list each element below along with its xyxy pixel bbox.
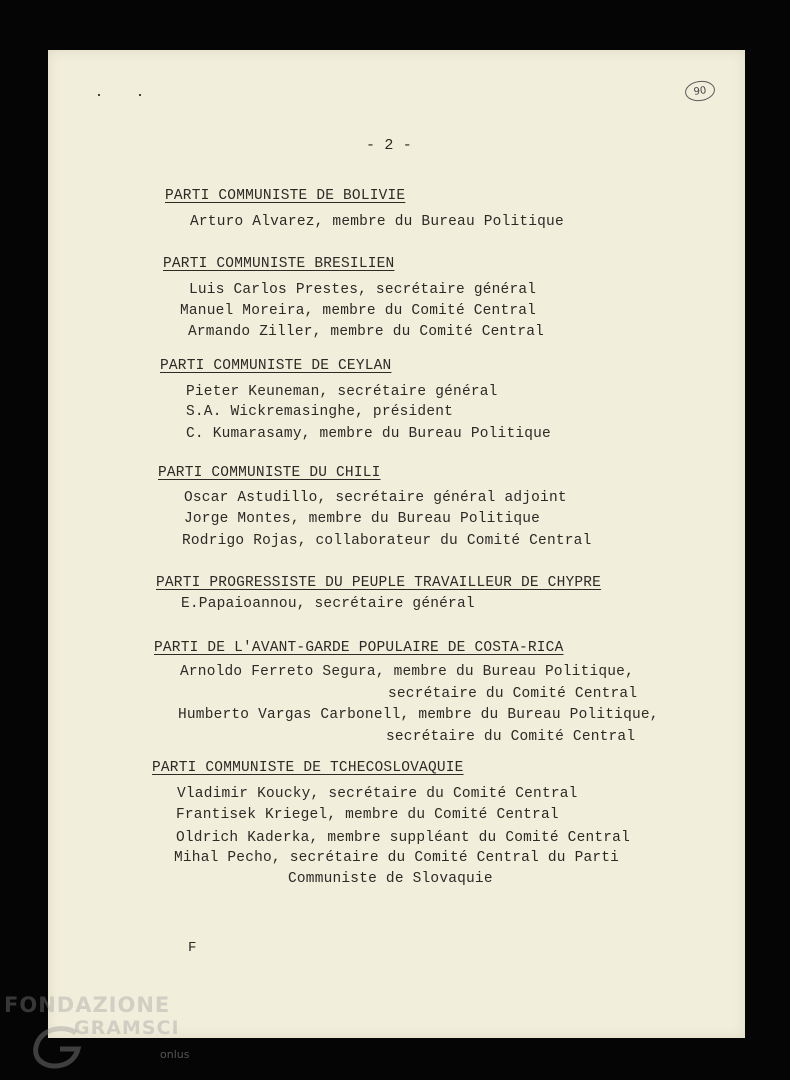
delegate-line: Communiste de Slovaquie	[288, 871, 493, 887]
section-heading: PARTI COMMUNISTE DE TCHECOSLOVAQUIE	[152, 760, 464, 776]
delegate-line: Rodrigo Rojas, collaborateur du Comité Central	[182, 533, 592, 549]
delegate-line: Arnoldo Ferreto Segura, membre du Bureau Politique,	[180, 664, 634, 680]
delegate-line: Oldrich Kaderka, membre suppléant du Comité Central	[176, 830, 630, 846]
delegate-line: Humberto Vargas Carbonell, membre du Bureau Politique,	[178, 707, 659, 723]
document-page	[48, 50, 745, 1038]
delegate-line: Manuel Moreira, membre du Comité Central	[180, 303, 537, 319]
paper-mark	[98, 94, 100, 96]
delegate-line: Jorge Montes, membre du Bureau Politique	[184, 511, 541, 527]
section-heading: PARTI COMMUNISTE BRESILIEN	[163, 256, 395, 272]
paper-mark	[139, 94, 141, 96]
watermark-line1: FONDAZIONE	[4, 993, 171, 1017]
delegate-line: E.Papaioannou, secrétaire général	[181, 596, 475, 612]
section-heading: PARTI PROGRESSISTE DU PEUPLE TRAVAILLEUR DE CHYPRE	[156, 575, 602, 591]
delegate-line: Mihal Pecho, secrétaire du Comité Central du Parti	[174, 850, 620, 866]
section-heading: PARTI DE L'AVANT-GARDE POPULAIRE DE COSTA-RICA	[154, 640, 564, 656]
delegate-line: Oscar Astudillo, secrétaire général adjoint	[184, 490, 567, 506]
delegate-line: Luis Carlos Prestes, secrétaire général	[189, 282, 537, 298]
footer-initial: F	[188, 940, 197, 956]
delegate-line: Vladimir Koucky, secrétaire du Comité Central	[177, 786, 578, 802]
page-number: - 2 -	[366, 137, 413, 154]
section-heading: PARTI COMMUNISTE DE CEYLAN	[160, 358, 392, 374]
delegate-line: Frantisek Kriegel, membre du Comité Central	[176, 807, 559, 823]
section-heading: PARTI COMMUNISTE DU CHILI	[158, 465, 381, 481]
delegate-line: secrétaire du Comité Central	[388, 686, 638, 702]
section-heading: PARTI COMMUNISTE DE BOLIVIE	[165, 188, 406, 204]
watermark-line2: GRAMSCI	[74, 1017, 180, 1039]
delegate-line: Arturo Alvarez, membre du Bureau Politique	[190, 214, 564, 230]
delegate-line: Armando Ziller, membre du Comité Central	[188, 324, 545, 340]
delegate-line: C. Kumarasamy, membre du Bureau Politique	[186, 426, 551, 442]
delegate-line: S.A. Wickremasinghe, président	[186, 404, 454, 420]
delegate-line: Pieter Keuneman, secrétaire général	[186, 384, 498, 400]
archive-watermark	[0, 993, 200, 1073]
delegate-line: secrétaire du Comité Central	[386, 729, 636, 745]
archive-number-stamp: 90	[684, 79, 716, 103]
watermark-sub: onlus	[160, 1048, 190, 1061]
